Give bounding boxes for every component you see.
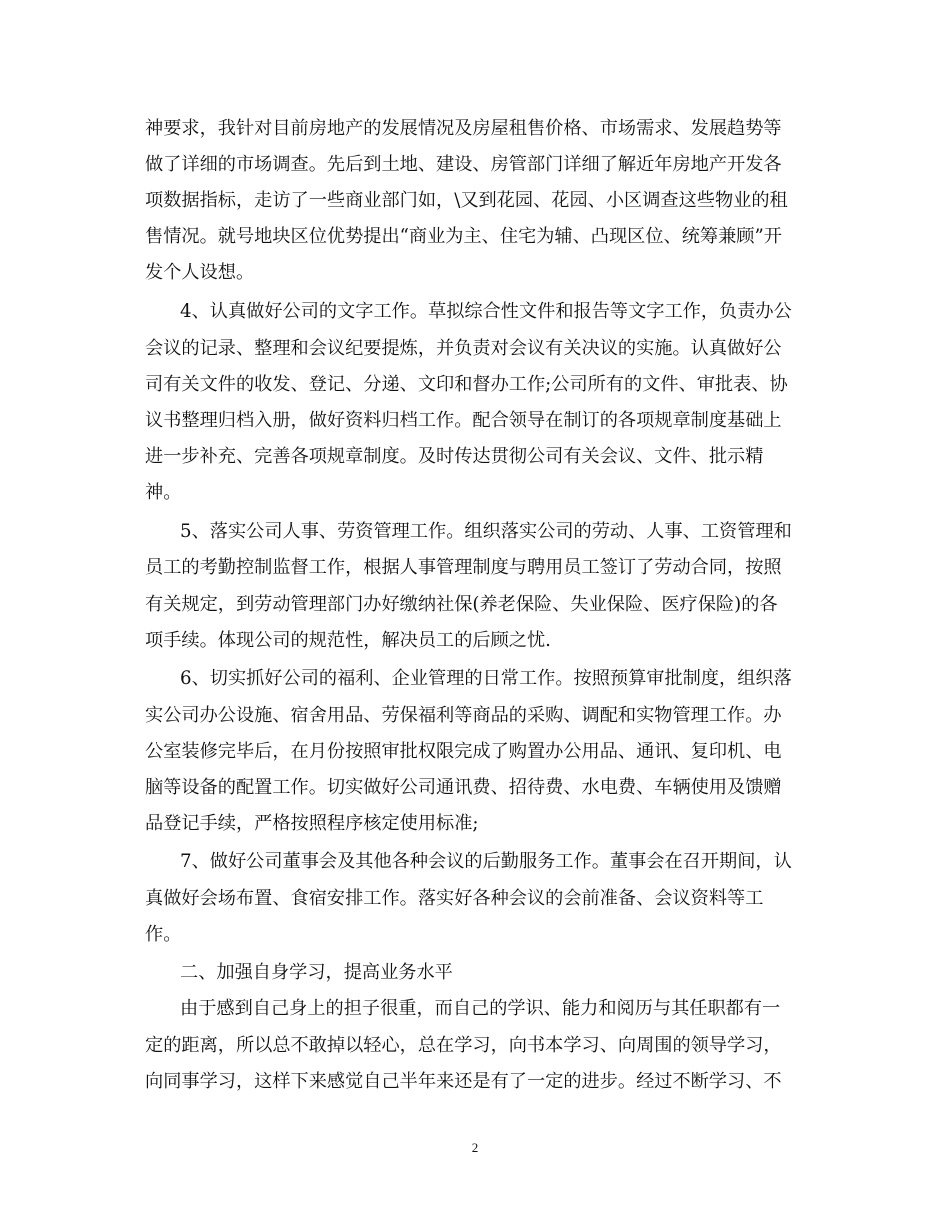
body-text-line: 作。 <box>145 924 182 945</box>
body-text-line: 做了详细的市场调查。先后到土地、建设、房管部门详细了解近年房地产开发各 <box>145 154 782 175</box>
body-text-line: 售情况。就号地块区位优势提出“商业为主、住宅为辅、凸现区位、统筹兼顾”开 <box>145 226 782 247</box>
paragraph-first-line: 6、切实抓好公司的福利、企业管理的日常工作。按照预算审批制度，组织落 <box>180 668 792 689</box>
body-text-line: 发个人设想。 <box>145 262 255 283</box>
body-text-line: 定的距离，所以总不敢掉以轻心，总在学习，向书本学习、向周围的领导学习， <box>145 1035 782 1056</box>
body-text-line: 神要求，我针对目前房地产的发展情况及房屋租售价格、市场需求、发展趋势等 <box>145 118 782 139</box>
body-text-line: 实公司办公设施、宿舍用品、劳保福利等商品的采购、调配和实物管理工作。办 <box>145 705 782 726</box>
body-text-line: 项数据指标，走访了一些商业部门如，\又到花园、花园、小区调查这些物业的租 <box>145 190 788 211</box>
paragraph-first-line: 7、做好公司董事会及其他各种会议的后勤服务工作。董事会在召开期间，认 <box>180 851 792 872</box>
paragraph-first-line: 4、认真做好公司的文字工作。草拟综合性文件和报告等文字工作，负责办公 <box>180 301 792 322</box>
body-text-line: 公室装修完毕后，在月份按照审批权限完成了购置办公用品、通讯、复印机、电 <box>145 741 782 762</box>
body-text-line: 司有关文件的收发、登记、分递、文印和督办工作;公司所有的文件、审批表、协 <box>145 374 788 395</box>
body-text-line: 品登记手续，严格按照程序核定使用标准; <box>145 813 479 834</box>
body-text-line: 议书整理归档入册，做好资料归档工作。配合领导在制订的各项规章制度基础上 <box>145 410 782 431</box>
page-number: 2 <box>471 1140 479 1155</box>
body-text-line: 会议的记录、整理和会议纪要提炼，并负责对会议有关决议的实施。认真做好公 <box>145 338 782 359</box>
body-text-line: 员工的考勤控制监督工作，根据人事管理制度与聘用员工签订了劳动合同，按照 <box>145 557 782 578</box>
paragraph-first-line: 由于感到自己身上的担子很重，而自己的学识、能力和阅历与其任职都有一 <box>180 998 781 1019</box>
body-text-line: 脑等设备的配置工作。切实做好公司通讯费、招待费、水电费、车辆使用及馈赠 <box>145 777 782 798</box>
body-text-line: 真做好会场布置、食宿安排工作。落实好各种会议的会前准备、会议资料等工 <box>145 888 764 909</box>
body-text-line: 神。 <box>145 482 182 503</box>
body-text-line: 进一步补充、完善各项规章制度。及时传达贯彻公司有关会议、文件、批示精 <box>145 446 764 467</box>
paragraph-first-line: 5、落实公司人事、劳资管理工作。组织落实公司的劳动、人事、工资管理和 <box>180 521 792 542</box>
body-text-line: 向同事学习，这样下来感觉自己半年来还是有了一定的进步。经过不断学习、不 <box>145 1071 782 1092</box>
section-heading: 二、加强自身学习，提高业务水平 <box>180 962 453 983</box>
body-text-line: 项手续。体现公司的规范性，解决员工的后顾之忧. <box>145 630 551 651</box>
body-text-line: 有关规定，到劳动管理部门办好缴纳社保(养老保险、失业保险、医疗保险)的各 <box>145 594 778 615</box>
